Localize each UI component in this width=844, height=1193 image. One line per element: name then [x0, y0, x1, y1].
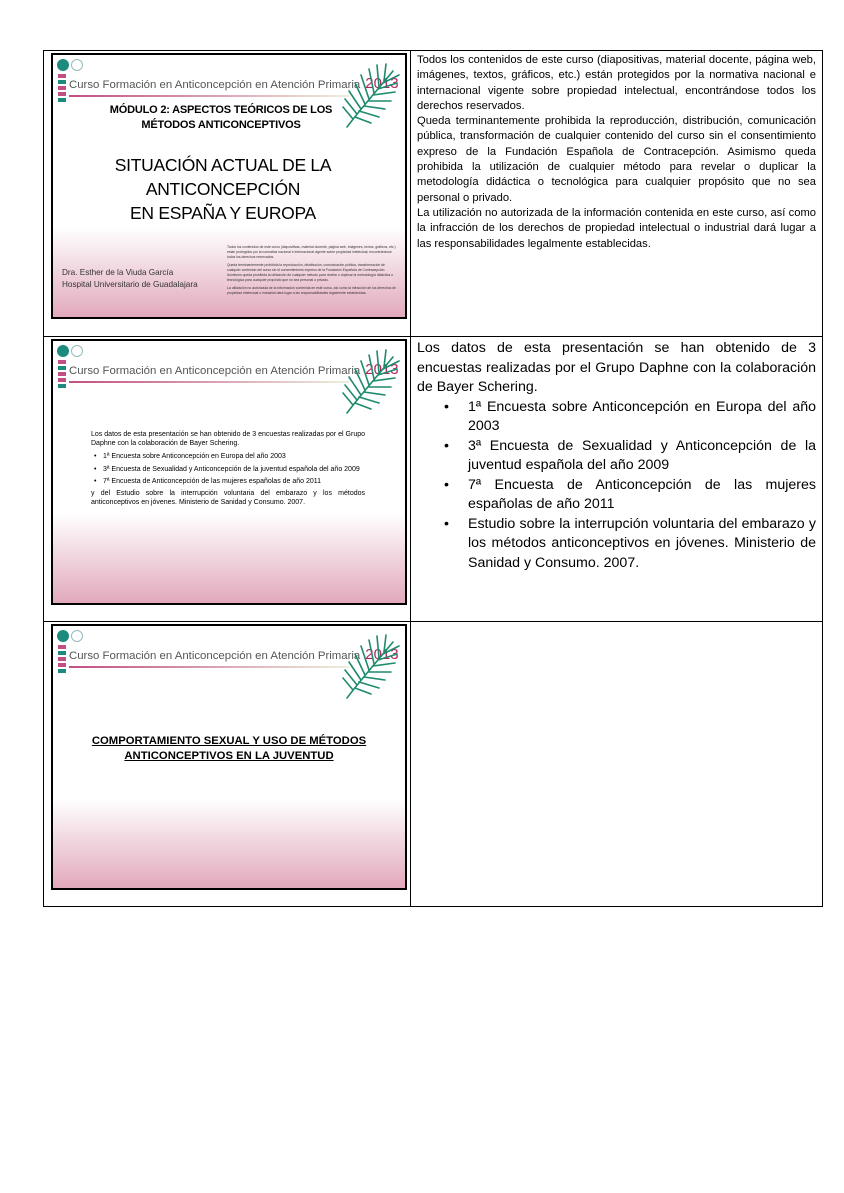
fine-print-paragraph: Todos los contenidos de este curso (diapositivas, material docente, página web, imágenes, textos, gráficos, etc.) están protegidos por la normativa nacional e internacional vigente sobre propiedad intelectual, encontrándose todos los derechos reservados.	[227, 245, 396, 259]
logo-dots-icon	[57, 630, 87, 644]
notes-cell	[411, 51, 823, 337]
author-hospital: Hospital Universitario de Guadalajara	[62, 280, 198, 289]
course-title: Curso Formación en Anticoncepción en Atención Primaria	[69, 79, 361, 91]
course-year: 2013	[365, 75, 399, 92]
slide-title-line: EN ESPAÑA Y EUROPA	[130, 203, 316, 223]
list-item: • 1ª Encuesta sobre Anticoncepción en Europa del año 2003	[468, 398, 816, 437]
slide-body	[91, 430, 365, 507]
module-line: MÓDULO 2: ASPECTOS TEÓRICOS DE LOS	[109, 104, 333, 116]
author-block	[62, 267, 198, 291]
logo-bars-icon	[58, 74, 66, 108]
slide-cell	[44, 337, 411, 622]
module-line: MÉTODOS ANTICONCEPTIVOS	[141, 119, 301, 131]
list-item: • 3ª Encuesta de Sexualidad y Anticoncepción de la juventud española del año 2009	[468, 437, 816, 476]
slide-thumbnail-2	[51, 339, 407, 605]
legal-paragraph: Todos los contenidos de este curso (diapositivas, material docente, página web, imágenes, textos, gráficos, etc.) están protegidos por la normativa nacional e internacional vigente sobre propiedad intelectual, encontrándose todos los derechos reservados.	[417, 54, 816, 112]
course-title: Curso Formación en Anticoncepción en Atención Primaria	[69, 650, 361, 662]
legal-paragraph: La utilización no autorizada de la información contenida en este curso, así como la infracción de los derechos de propiedad intelectual o industrial dará lugar a las responsabilidades legalmente establecidas.	[417, 206, 816, 250]
fine-print-paragraph: La utilización no autorizada de la información contenida en este curso, así como la infracción de los derechos de propiedad intelectual o industrial dará lugar a las responsabilidades legalmente establecidas.	[227, 286, 397, 295]
section-title	[73, 734, 385, 764]
notes-bullet-list	[417, 398, 816, 574]
notes-intro: Los datos de esta presentación se han obtenido de 3 encuestas realizadas por el Grupo Daphne con la colaboración de Bayer Schering.	[417, 340, 816, 395]
slide-intro: Los datos de esta presentación se han obtenido de 3 encuestas realizadas por el Grupo Daphne con la colaboración de Bayer Schering.	[91, 431, 365, 448]
list-item: • 7ª Encuesta de Anticoncepción de las mujeres españolas de año 2011	[468, 476, 816, 515]
handout-table	[43, 50, 823, 907]
author-name: Dra. Esther de la Viuda García	[62, 268, 174, 277]
slide-fine-print	[227, 245, 397, 299]
slide-bullet-list	[91, 452, 365, 486]
module-heading	[91, 103, 351, 133]
slide-thumbnail-3	[51, 624, 407, 890]
legal-paragraph: Queda terminantemente prohibida la reproducción, distribución, comunicación pública, transformación de cualquier contenido del curso sin el consentimiento expreso de la Fundación Española de Contracepción. Asimismo queda prohibida la utilización de cualquier método para revelar o duplicar la metodología didáctica o tecnológica para cualquier propósito que no sea personal o privado.	[417, 115, 816, 204]
course-title: Curso Formación en Anticoncepción en Atención Primaria	[69, 365, 361, 377]
legal-notice	[417, 53, 816, 252]
logo-bars-icon	[58, 360, 66, 394]
slide-thumbnail-1	[51, 53, 407, 319]
logo-dots-icon	[57, 59, 87, 73]
logo-bars-icon	[58, 645, 66, 679]
slide-cell	[44, 51, 411, 337]
handout-row	[44, 337, 823, 622]
slide-title	[83, 153, 363, 225]
list-item: • 3ª Encuesta de Sexualidad y Anticoncepción de la juventud española del año 2009	[103, 465, 365, 474]
notes-cell	[411, 337, 823, 622]
header-rule	[69, 381, 349, 383]
notes-cell-empty	[411, 622, 823, 907]
header-rule	[69, 95, 349, 97]
list-item: • 1ª Encuesta sobre Anticoncepción en Europa del año 2003	[103, 452, 365, 461]
section-title-line: COMPORTAMIENTO SEXUAL Y USO DE MÉTODOS	[91, 735, 367, 747]
list-item: • Estudio sobre la interrupción voluntaria del embarazo y los métodos anticonceptivos en jóvenes. Ministerio de Sanidad y Consumo. 2007.	[468, 515, 816, 574]
slide-title-line: SITUACIÓN ACTUAL DE LA	[114, 155, 332, 175]
section-title-line: ANTICONCEPTIVOS EN LA JUVENTUD	[124, 750, 334, 762]
course-year: 2013	[365, 361, 399, 378]
fine-print-paragraph: Queda terminantemente prohibida la reproducción, distribución, comunicación pública, transformación de cualquier contenido del curso sin el consentimiento expreso de la Fundación Española de Contracepción. Asimismo queda prohibida la utilización de cualquier método para revelar o duplicar la metodología didáctica o tecnológica para cualquier propósito que no sea personal o privado.	[227, 263, 394, 282]
palm-leaf-icon	[339, 347, 401, 417]
slide-closing: y del Estudio sobre la interrupción voluntaria del embarazo y los métodos anticonceptivos en jóvenes. Ministerio de Sanidad y Consumo. 2007.	[91, 490, 365, 507]
slide-cell	[44, 622, 411, 907]
list-item: • 7ª Encuesta de Anticoncepción de las mujeres españolas de año 2011	[103, 477, 365, 486]
handout-row	[44, 622, 823, 907]
header-rule	[69, 666, 349, 668]
course-year: 2013	[365, 646, 399, 663]
palm-leaf-icon	[339, 632, 401, 702]
speaker-notes	[417, 339, 816, 573]
handout-row	[44, 51, 823, 337]
logo-dots-icon	[57, 345, 87, 359]
slide-title-line: ANTICONCEPCIÓN	[145, 179, 301, 199]
